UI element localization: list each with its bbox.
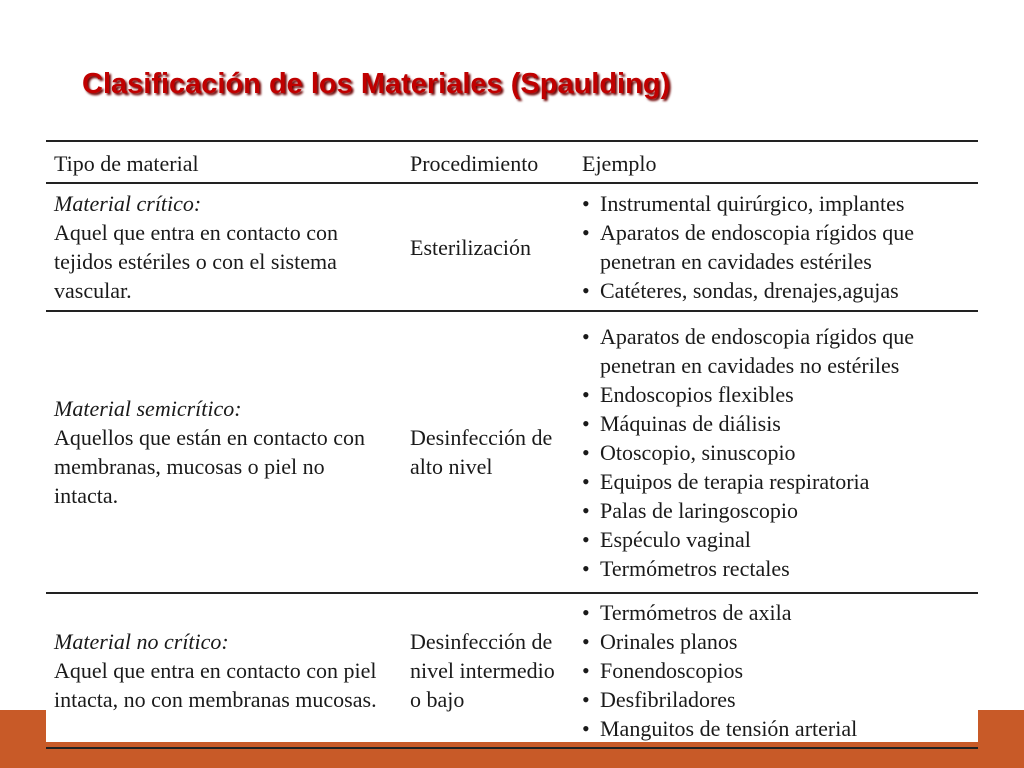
list-item: • Palas de laringoscopio: [582, 496, 970, 525]
list-item: • Termómetros rectales: [582, 554, 970, 583]
list-item: • Endoscopios flexibles: [582, 380, 970, 409]
list-item: • Termómetros de axila: [582, 598, 970, 627]
examples-list: [582, 598, 970, 743]
type-name: Material crítico:: [54, 191, 202, 216]
type-name: Material semicrítico:: [54, 396, 242, 421]
slide-title: Clasificación de los Materiales (Spaulding): [82, 68, 671, 100]
examples-list: [582, 322, 970, 583]
spaulding-table-container: [46, 140, 978, 742]
spaulding-table: [46, 140, 978, 749]
procedure-cell: Desinfección de nivel intermedio o bajo: [402, 593, 574, 748]
table-row-no-critico: [46, 593, 978, 748]
type-cell: [46, 311, 402, 593]
type-description: Aquel que entra en contacto con tejidos estériles o con el sistema vascular.: [54, 220, 339, 303]
type-description: Aquellos que están en contacto con membranas, mucosas o piel no intacta.: [54, 425, 365, 508]
examples-cell: [574, 593, 978, 748]
list-item: • Orinales planos: [582, 627, 970, 656]
list-item: • Espéculo vaginal: [582, 525, 970, 554]
type-description: Aquel que entra en contacto con piel intacta, no con membranas mucosas.: [54, 658, 377, 712]
list-item: • Aparatos de endoscopia rígidos que penetran en cavidades no estériles: [582, 322, 970, 380]
header-tipo-material: Tipo de material: [46, 141, 402, 183]
header-procedimiento: Procedimiento: [402, 141, 574, 183]
list-item: • Instrumental quirúrgico, implantes: [582, 189, 970, 218]
type-cell: [46, 593, 402, 748]
procedure-cell: Esterilización: [402, 183, 574, 311]
type-cell: [46, 183, 402, 311]
list-item: • Aparatos de endoscopia rígidos que penetran en cavidades estériles: [582, 218, 970, 276]
table-row-semicritico: [46, 311, 978, 593]
examples-list: [582, 189, 970, 305]
table-row-critico: [46, 183, 978, 311]
table-header-row: [46, 141, 978, 183]
examples-cell: [574, 311, 978, 593]
list-item: • Desfibriladores: [582, 685, 970, 714]
procedure-cell: Desinfección de alto nivel: [402, 311, 574, 593]
list-item: • Catéteres, sondas, drenajes,agujas: [582, 276, 970, 305]
list-item: • Fonendoscopios: [582, 656, 970, 685]
header-ejemplo: Ejemplo: [574, 141, 978, 183]
list-item: • Otoscopio, sinuscopio: [582, 438, 970, 467]
examples-cell: [574, 183, 978, 311]
list-item: • Equipos de terapia respiratoria: [582, 467, 970, 496]
list-item: • Máquinas de diálisis: [582, 409, 970, 438]
list-item: • Manguitos de tensión arterial: [582, 714, 970, 743]
type-name: Material no crítico:: [54, 629, 229, 654]
